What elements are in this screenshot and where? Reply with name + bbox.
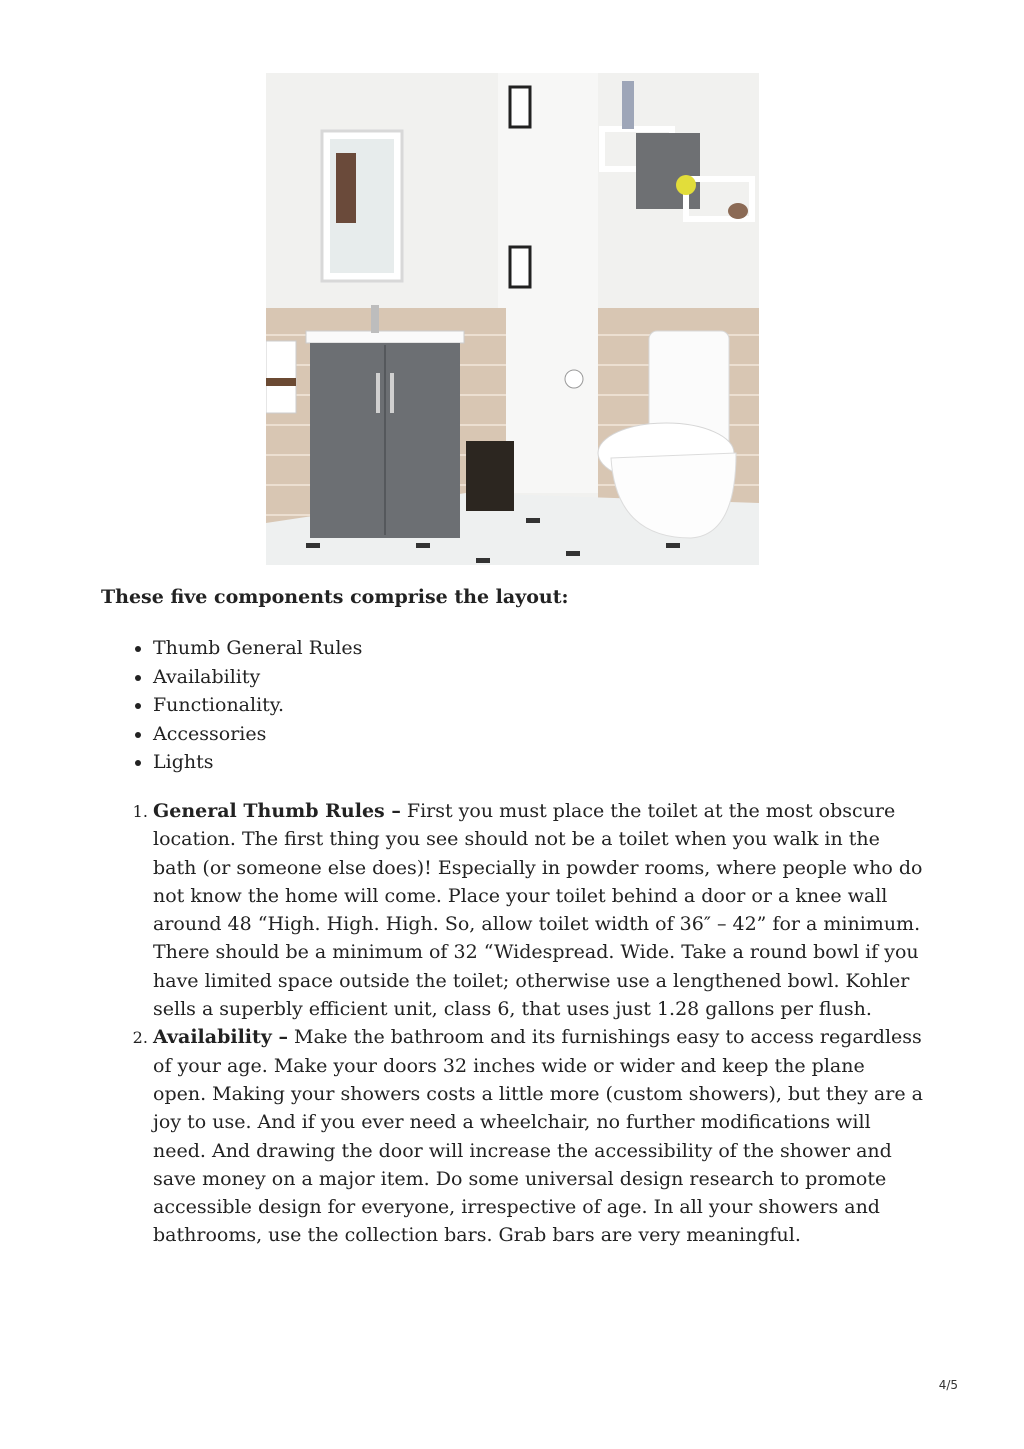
list-item: • Functionality.: [153, 691, 362, 720]
list-item: • Accessories: [153, 720, 362, 749]
rules-list: [101, 797, 923, 1250]
list-item: [153, 797, 923, 1023]
list-item: • Lights: [153, 748, 362, 777]
bathroom-photo: [266, 73, 759, 565]
components-list: [101, 634, 362, 777]
list-item: • Thumb General Rules: [153, 634, 362, 663]
page-number: 4/5: [938, 1378, 958, 1392]
item-title: Availability –: [153, 1026, 288, 1049]
item-text: Make the bathroom and its furnishings easy to access regardless of your age. Make your doors 32 inches wide or wider and keep the plane open. Making your showers costs a little more (custom showers), but they are a joy to use. And if you ever need a wheelchair, no further modifications will need. And drawing the door will increase the accessibility of the shower and save money on a major item. Do some universal design research to promote accessible design for everyone, irrespective of age. In all your showers and bathrooms, use the collection bars. Grab bars are very meaningful.: [153, 1026, 923, 1247]
list-item: • Availability: [153, 663, 362, 692]
intro-heading: These five components comprise the layout:: [101, 586, 569, 608]
item-text: First you must place the toilet at the most obscure location. The first thing you see should not be a toilet when you walk in the bath (or someone else does)! Especially in powder rooms, where people who do not know the home will come. Place your toilet behind a door or a knee wall around 48 “High. High. High. So, allow toilet width of 36″ – 42” for a minimum. There should be a minimum of 32 “Widespread. Wide. Take a round bowl if you have limited space outside the toilet; otherwise use a lengthened bowl. Kohler sells a superbly efficient unit, class 6, that uses just 1.28 gallons per flush.: [153, 800, 923, 1021]
item-title: General Thumb Rules –: [153, 800, 401, 822]
list-item: [153, 1023, 923, 1249]
